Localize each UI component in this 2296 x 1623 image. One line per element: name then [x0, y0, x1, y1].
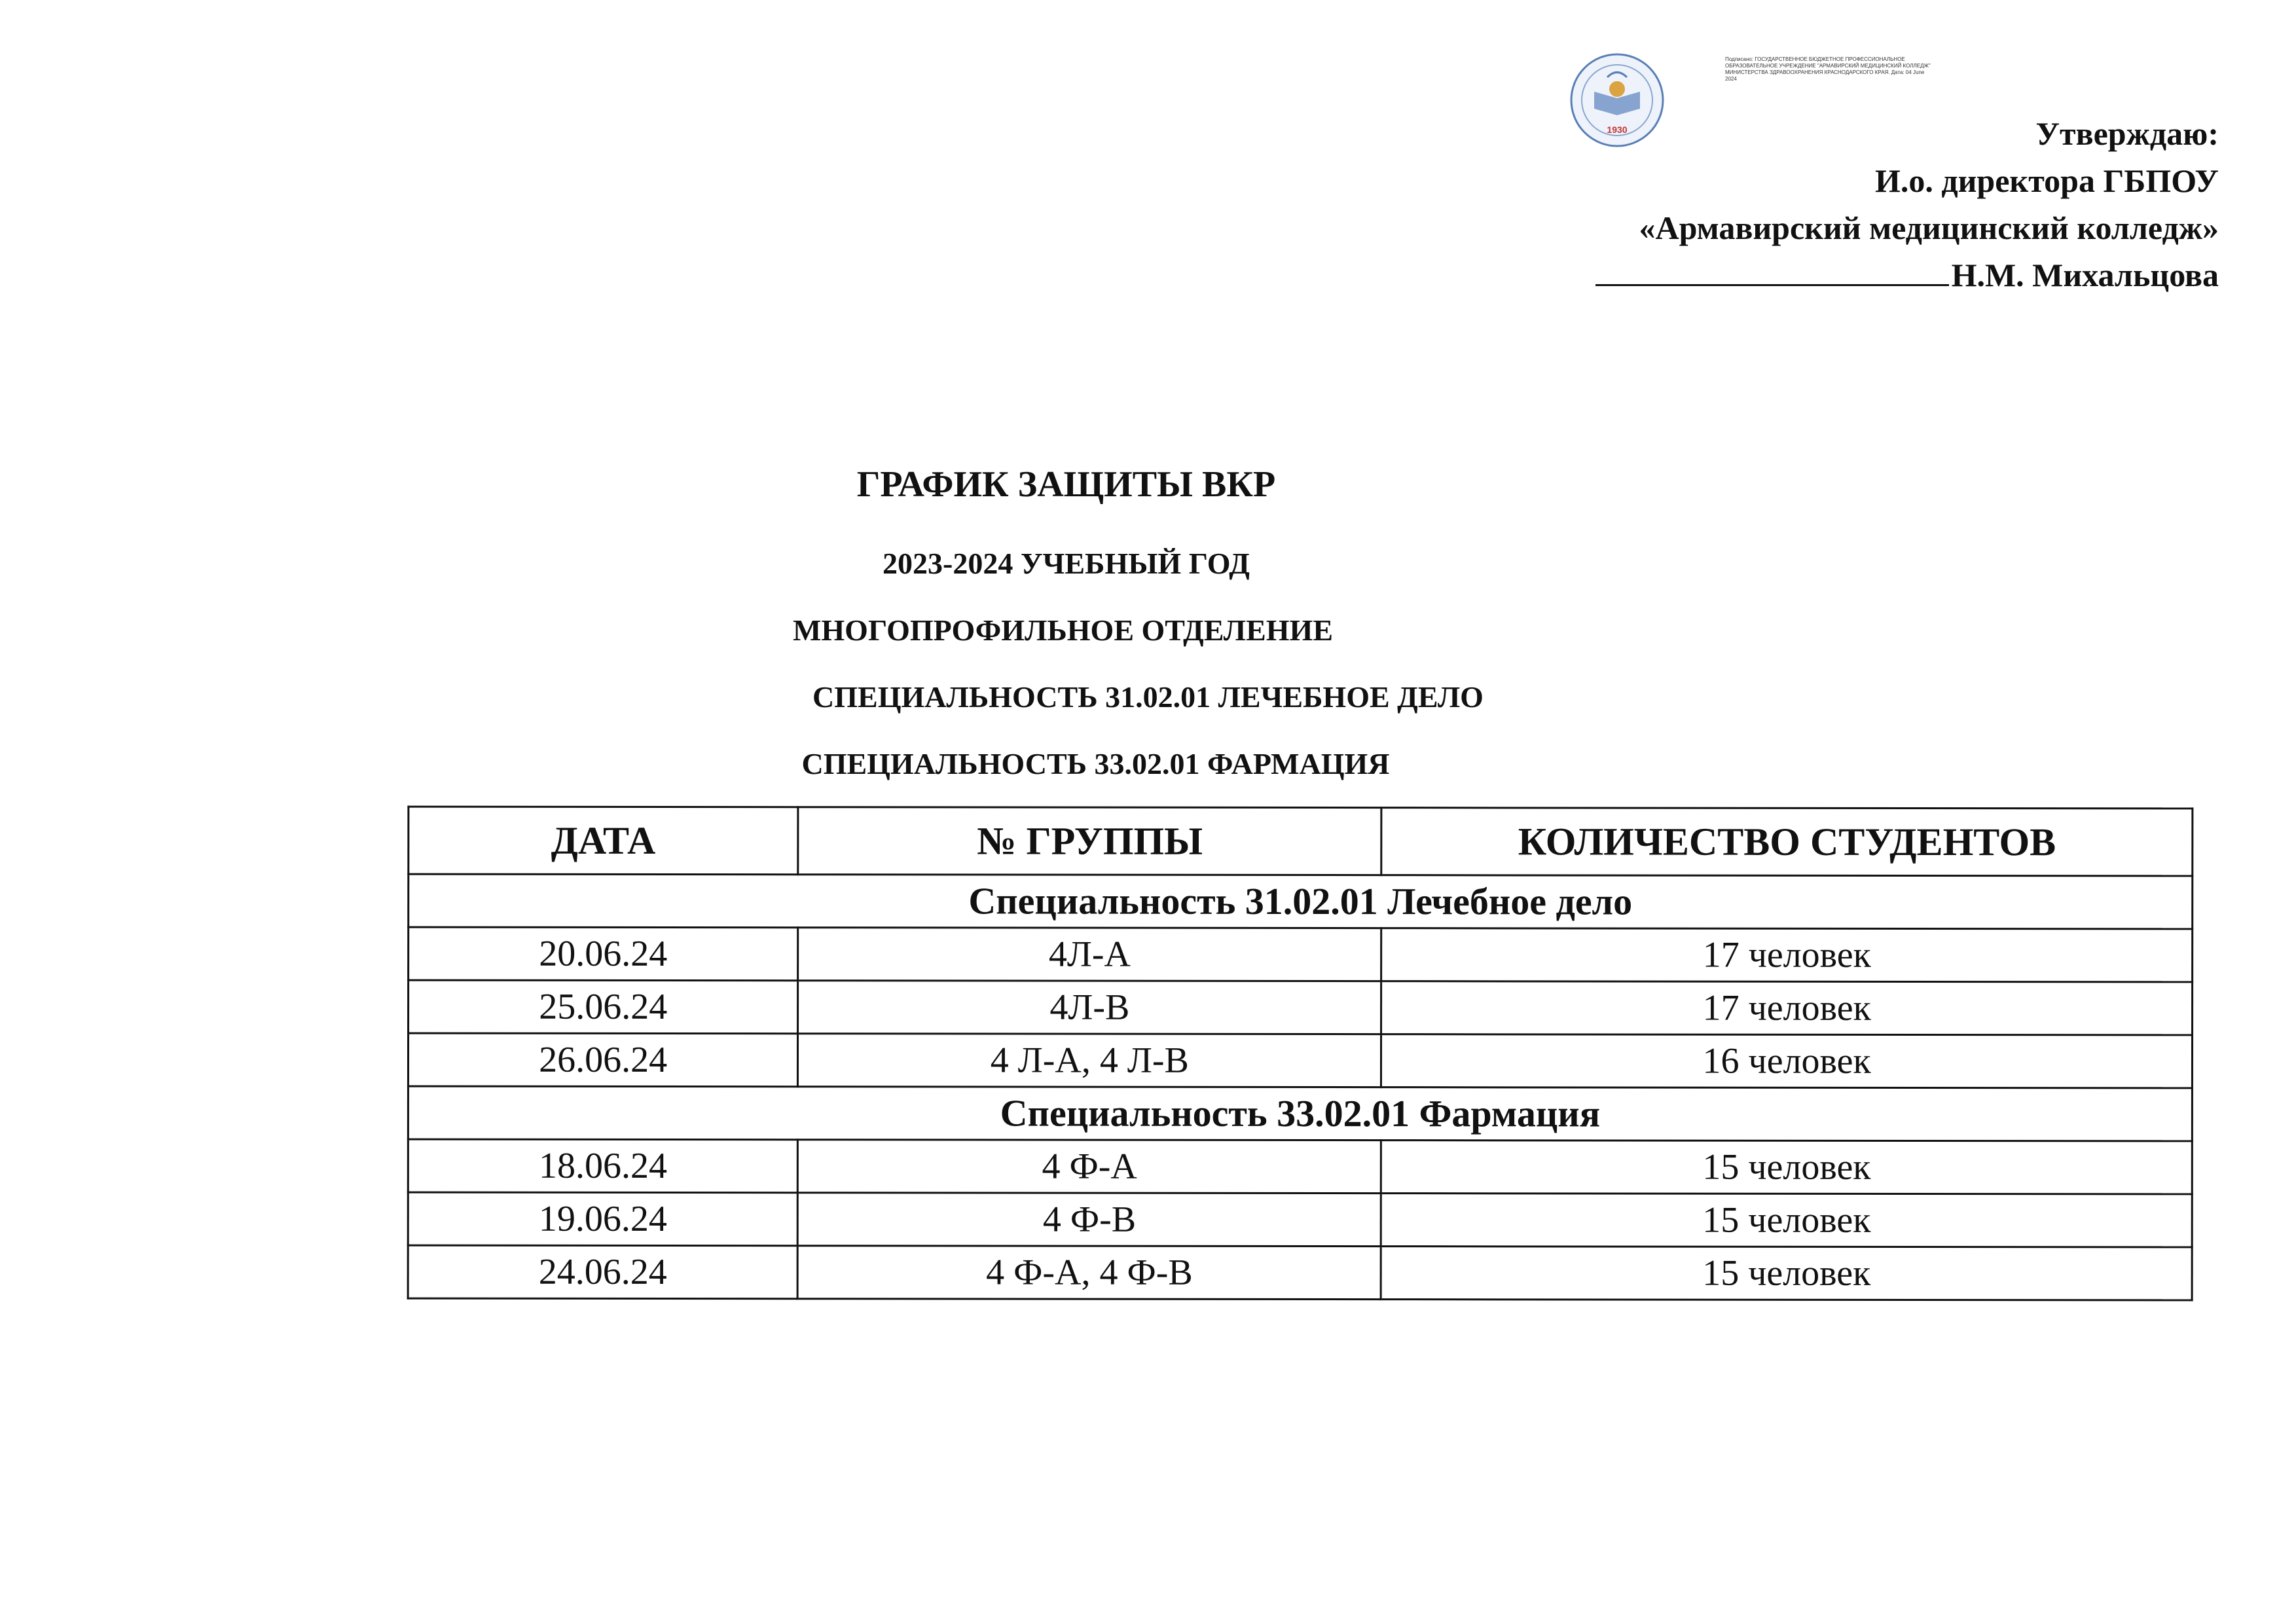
section-title: Специальность 31.02.01 Лечебное дело — [409, 874, 2193, 929]
specialty-2-heading: СПЕЦИАЛЬНОСТЬ 33.02.01 ФАРМАЦИЯ — [801, 747, 1390, 780]
cell-date: 18.06.24 — [408, 1139, 797, 1193]
table-header-row — [409, 807, 2193, 876]
approval-line-1: Утверждаю: — [2035, 115, 2219, 152]
column-header-date: ДАТА — [409, 807, 798, 875]
svg-text:1930: 1930 — [1607, 124, 1628, 135]
approval-block — [1433, 110, 2219, 299]
cell-students: 15 человек — [1381, 1247, 2192, 1300]
academic-year: 2023-2024 УЧЕБНЫЙ ГОД — [883, 547, 1250, 580]
approval-signature-line — [1433, 251, 2219, 299]
table-row — [409, 927, 2193, 982]
document-title: ГРАФИК ЗАЩИТЫ ВКР — [856, 464, 1276, 505]
cell-group: 4Л-В — [798, 981, 1381, 1034]
cell-group: 4 Ф-А — [798, 1140, 1381, 1194]
signature-text: Подписано: ГОСУДАРСТВЕННОЕ БЮДЖЕТНОЕ ПРОФЕССИОНАЛЬНОЕ ОБРАЗОВАТЕЛЬНОЕ УЧРЕЖДЕНИЕ "АРМАВИРСКИЙ МЕДИЦИНСКИЙ КОЛЛЕДЖ" МИНИСТЕРСТВА ЗДРАВООХРАНЕНИЯ КРАСНОДАРСКОГО КРАЯ. Дата: 04 June 2024 — [1725, 56, 1931, 82]
cell-group: 4 Ф-В — [798, 1193, 1381, 1247]
section-title: Специальность 33.02.01 Фармация — [408, 1086, 2192, 1141]
cell-date: 24.06.24 — [408, 1245, 797, 1299]
defense-schedule-table — [407, 806, 2194, 1302]
cell-date: 19.06.24 — [408, 1192, 797, 1246]
section-row — [408, 1086, 2192, 1141]
signature-underline — [1595, 258, 1949, 286]
cell-group: 4 Ф-А, 4 Ф-В — [797, 1246, 1381, 1300]
table-row — [408, 1245, 2192, 1300]
table-row — [408, 1192, 2192, 1247]
cell-students: 15 человек — [1381, 1194, 2193, 1247]
document-headings — [0, 458, 2296, 797]
cell-students: 17 человек — [1381, 981, 2193, 1035]
cell-group: 4 Л-А, 4 Л-В — [798, 1034, 1381, 1087]
section-row — [409, 874, 2193, 929]
cell-students: 15 человек — [1381, 1140, 2193, 1194]
cell-students: 16 человек — [1381, 1034, 2193, 1088]
cell-date: 25.06.24 — [409, 980, 798, 1034]
column-header-students: КОЛИЧЕСТВО СТУДЕНТОВ — [1381, 808, 2193, 876]
column-header-group: № ГРУППЫ — [798, 807, 1381, 875]
department-name: МНОГОПРОФИЛЬНОЕ ОТДЕЛЕНИЕ — [792, 613, 1334, 647]
approval-line-3: «Армавирский медицинский колледж» — [1639, 210, 2219, 246]
table-row — [408, 1033, 2192, 1088]
table-row — [408, 1139, 2192, 1194]
approval-line-2: И.о. директора ГБПОУ — [1874, 162, 2219, 199]
table-row — [409, 980, 2193, 1035]
cell-date: 20.06.24 — [409, 927, 798, 981]
specialty-1-heading: СПЕЦИАЛЬНОСТЬ 31.02.01 ЛЕЧЕБНОЕ ДЕЛО — [812, 680, 1484, 714]
cell-group: 4Л-А — [798, 928, 1381, 981]
cell-students: 17 человек — [1381, 928, 2193, 982]
cell-date: 26.06.24 — [408, 1033, 797, 1087]
director-name: Н.М. Михальцова — [1951, 257, 2219, 293]
